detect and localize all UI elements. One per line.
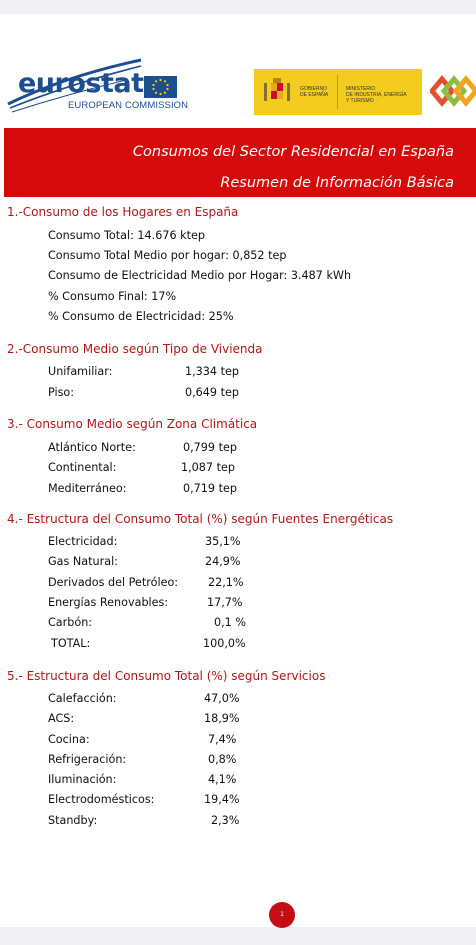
row-label: Unifamiliar: — [48, 365, 113, 378]
row-value: 0,649 tep — [185, 386, 239, 399]
row-label: TOTAL: — [51, 637, 91, 650]
section-title: 1.-Consumo de los Hogares en España — [7, 205, 239, 219]
idae-logo-icon — [430, 73, 476, 109]
eurostat-logo — [6, 46, 189, 116]
row-label: Iluminación: — [48, 773, 117, 786]
row-label: Energías Renovables: — [48, 596, 169, 609]
row-label: Electricidad: — [48, 535, 118, 548]
section-line: Consumo de Electricidad Medio por Hogar: 3.487 kWh — [48, 269, 352, 282]
row-label: Atlántico Norte: — [48, 441, 136, 454]
row-label: Carbón: — [48, 616, 93, 629]
row-label: Derivados del Petróleo: — [48, 576, 179, 589]
coat-of-arms-icon — [262, 77, 292, 107]
row-value: 0,799 tep — [183, 441, 237, 454]
eurostat-wordmark: eurostat — [18, 68, 144, 99]
section-title: 5.- Estructura del Consumo Total (%) según Servicios — [7, 669, 326, 683]
row-value: 18,9% — [204, 712, 240, 725]
gobierno-divider — [337, 75, 338, 109]
row-label: Mediterráneo: — [48, 482, 127, 495]
row-value: 0,8% — [208, 753, 237, 766]
section-line: Consumo Total: 14.676 ktep — [48, 229, 205, 242]
row-label: Cocina: — [48, 733, 90, 746]
row-label: Electrodomésticos: — [48, 793, 155, 806]
gobierno-logo — [254, 69, 422, 115]
row-value: 0,1 % — [214, 616, 246, 629]
row-value: 35,1% — [205, 535, 241, 548]
row-value: 1,087 tep — [181, 461, 235, 474]
section-title: 2.-Consumo Medio según Tipo de Vivienda — [7, 342, 263, 356]
section-line: % Consumo de Electricidad: 25% — [48, 310, 234, 323]
banner-title: Consumos del Sector Residencial en España — [132, 144, 454, 160]
row-value: 4,1% — [208, 773, 237, 786]
gobierno-label: GOBIERNO DE ESPAÑA — [300, 86, 329, 98]
title-banner — [4, 128, 476, 197]
section-line: % Consumo Final: 17% — [48, 290, 177, 303]
ministerio-label: MINISTERIO DE INDUSTRIA, ENERGÍA Y TURISMO — [346, 86, 407, 104]
section-title: 3.- Consumo Medio según Zona Climática — [7, 417, 258, 431]
eu-flag-icon — [144, 76, 177, 98]
row-value: 24,9% — [205, 555, 241, 568]
row-label: Refrigeración: — [48, 753, 127, 766]
row-label: Continental: — [48, 461, 117, 474]
document-page — [0, 14, 476, 927]
section-line: Consumo Total Medio por hogar: 0,852 tep — [48, 249, 287, 262]
row-value: 22,1% — [208, 576, 244, 589]
row-value: 19,4% — [204, 793, 240, 806]
row-value: 47,0% — [204, 692, 240, 705]
row-value: 100,0% — [203, 637, 246, 650]
row-label: Standby: — [48, 814, 98, 827]
eurostat-subtitle: EUROPEAN COMMISSION — [68, 100, 189, 111]
row-value: 2,3% — [211, 814, 240, 827]
section-title: 4.- Estructura del Consumo Total (%) según Fuentes Energéticas — [7, 512, 394, 526]
row-value: 1,334 tep — [185, 365, 239, 378]
row-value: 17,7% — [207, 596, 243, 609]
row-label: Gas Natural: — [48, 555, 118, 568]
page-number-badge: 1 — [269, 902, 295, 928]
banner-subtitle: Resumen de Información Básica — [220, 175, 454, 191]
row-label: Calefacción: — [48, 692, 117, 705]
row-label: ACS: — [48, 712, 75, 725]
row-value: 7,4% — [208, 733, 237, 746]
row-value: 0,719 tep — [183, 482, 237, 495]
row-label: Piso: — [48, 386, 75, 399]
